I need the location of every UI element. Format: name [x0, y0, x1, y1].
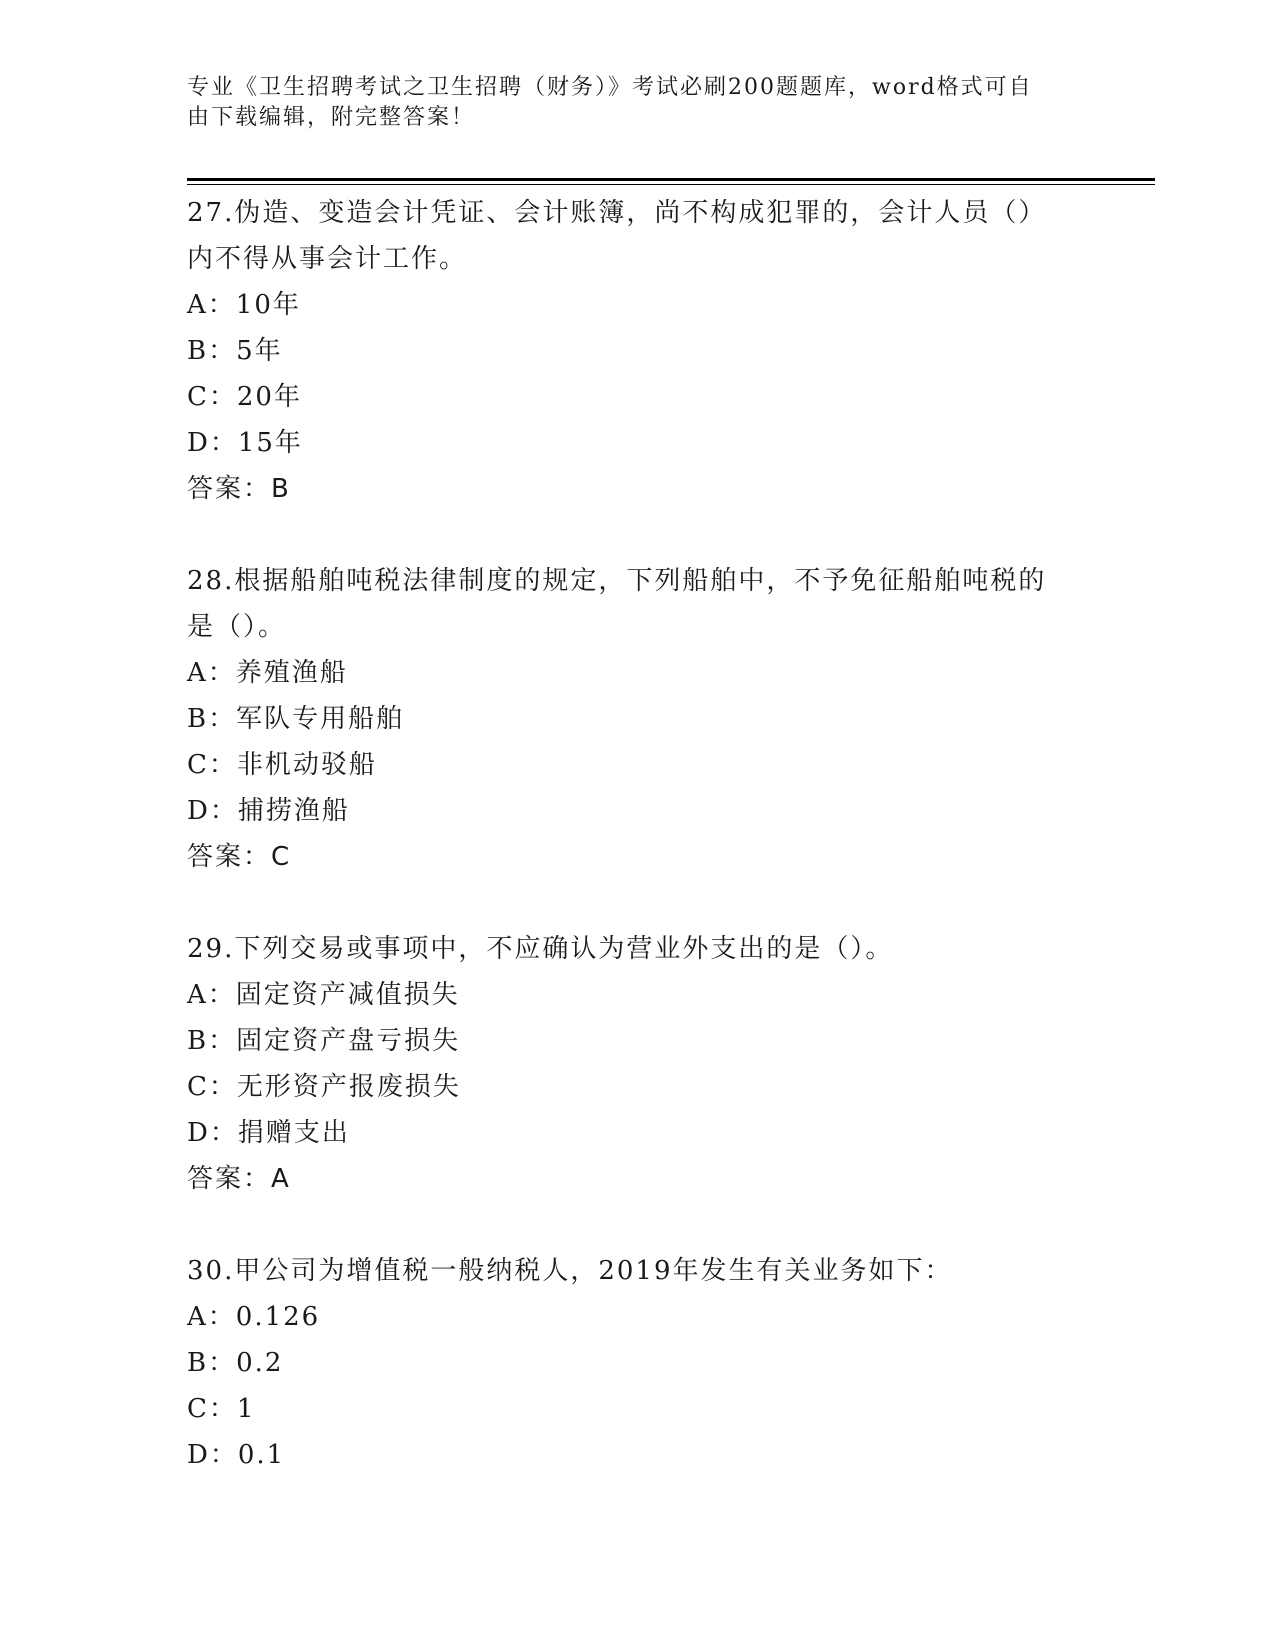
option-a: A：固定资产减值损失 [187, 980, 460, 1010]
option-c: C：非机动驳船 [187, 750, 377, 780]
option-d: D：15年 [187, 428, 303, 458]
header-line-2: 由下载编辑，附完整答案！ [187, 105, 476, 130]
option-a: A：10年 [187, 290, 301, 320]
answer-line: 答案：C [187, 842, 292, 872]
question-stem-line: 是（）。 [187, 612, 287, 642]
question-stem-line: 28.根据船舶吨税法律制度的规定，下列船舶中，不予免征船舶吨税的 [187, 566, 1047, 596]
question-28 [187, 558, 1087, 880]
header-divider-thick [187, 178, 1155, 181]
question-spacer [187, 1202, 1087, 1248]
option-c: C：20年 [187, 382, 302, 412]
header-line-1: 专业《卫生招聘考试之卫生招聘（财务）》考试必刷200题题库，word格式可自 [187, 75, 1033, 100]
document-header [187, 73, 1067, 133]
question-spacer [187, 512, 1087, 558]
option-b: B：固定资产盘亏损失 [187, 1026, 461, 1056]
option-d: D：捕捞渔船 [187, 796, 350, 826]
option-c: C：无形资产报废损失 [187, 1072, 461, 1102]
option-b: B：0.2 [187, 1348, 284, 1378]
question-29 [187, 926, 1087, 1202]
option-a: A：养殖渔船 [187, 658, 348, 688]
question-27 [187, 190, 1087, 512]
option-d: D：0.1 [187, 1440, 286, 1470]
answer-line: 答案：A [187, 1164, 291, 1194]
option-c: C：1 [187, 1394, 256, 1424]
question-spacer [187, 880, 1087, 926]
question-stem-line: 27.伪造、变造会计凭证、会计账簿，尚不构成犯罪的，会计人员（） [187, 198, 1047, 228]
option-b: B：5年 [187, 336, 283, 366]
question-list [187, 190, 1087, 1478]
question-30 [187, 1248, 1087, 1478]
question-stem-line: 29.下列交易或事项中，不应确认为营业外支出的是（）。 [187, 934, 894, 964]
option-d: D：捐赠支出 [187, 1118, 350, 1148]
question-stem-line: 30.甲公司为增值税一般纳税人，2019年发生有关业务如下： [187, 1256, 953, 1286]
header-divider-thin [187, 184, 1155, 185]
option-b: B：军队专用船舶 [187, 704, 405, 734]
question-stem-line: 内不得从事会计工作。 [187, 244, 468, 274]
option-a: A：0.126 [187, 1302, 321, 1332]
answer-line: 答案：B [187, 474, 291, 504]
